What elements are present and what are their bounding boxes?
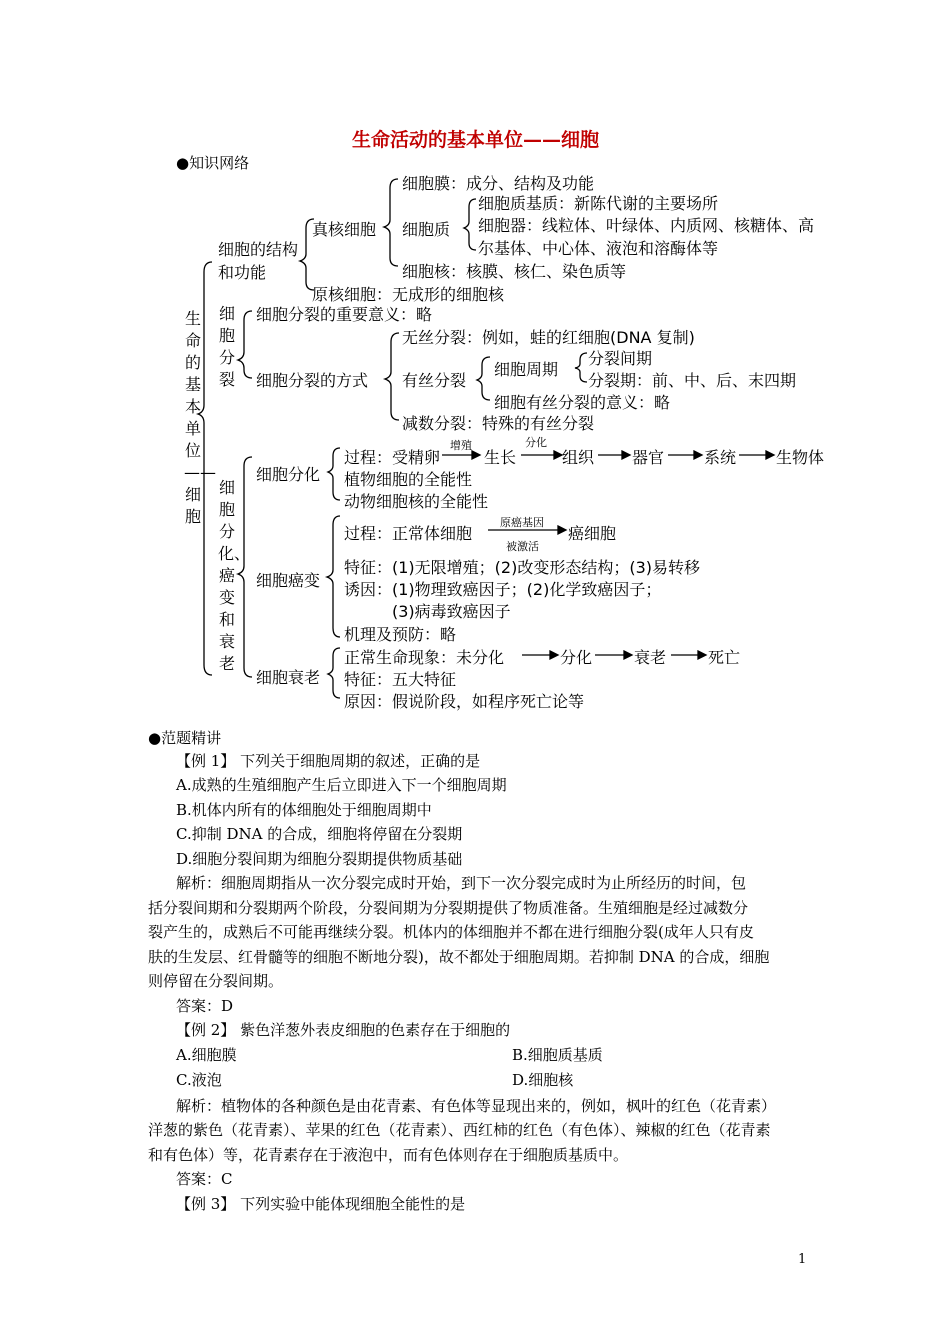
- brace-division: [238, 311, 252, 378]
- node-mitosis-significance: 细胞有丝分裂的意义：略: [494, 393, 671, 412]
- node-amitosis: 无丝分裂：例如，蛙的红细胞(DNA 复制): [402, 328, 695, 347]
- page-number: 1: [798, 1252, 807, 1267]
- node-system: 系统: [704, 448, 737, 467]
- page-title: 生命活动的基本单位——细胞: [352, 129, 600, 151]
- node-cancer-process: 过程：正常体细胞: [344, 524, 473, 543]
- node-aging-features: 特征：五大特征: [344, 670, 457, 689]
- node-cancer-causes-2: (3)病毒致癌因子: [392, 602, 511, 621]
- node-plant-totipotency: 植物细胞的全能性: [344, 470, 473, 489]
- node-cytoplasm: 细胞质: [402, 220, 451, 239]
- brace-diff-cancer-aging: [238, 457, 252, 677]
- label-proto-oncogene: 原癌基因: [500, 516, 544, 529]
- example-1-analysis-line: 括分裂间期和分裂期两个阶段，分裂间期为分裂期提供了物质准备。生殖细胞是经过减数分: [148, 899, 749, 917]
- example-1-option-c: C.抑制 DNA 的合成，细胞将停留在分裂期: [176, 825, 463, 843]
- example-2-analysis-line: 洋葱的紫色（花青素）、苹果的红色（花青素）、西红柿的红色（有色体）、辣椒的红色（花青素: [148, 1121, 771, 1139]
- node-aging-diff: 分化: [560, 648, 593, 667]
- node-meiosis: 减数分裂：特殊的有丝分裂: [402, 414, 595, 433]
- node-organism: 生物体: [776, 448, 825, 467]
- node-interphase: 分裂间期: [588, 349, 653, 368]
- node-cancer-prevention: 机理及预防：略: [344, 625, 457, 644]
- brace-cytoplasm: [464, 199, 476, 250]
- node-diff-cancer-aging: 细胞分化、癌变和衰老: [218, 478, 251, 673]
- node-organ: 器官: [632, 448, 665, 467]
- node-membrane: 细胞膜：成分、结构及功能: [402, 174, 595, 193]
- node-m-phase: 分裂期：前、中、后、末四期: [588, 371, 797, 390]
- example-2-option-a: A.细胞膜: [176, 1046, 237, 1064]
- node-cancer-features: 特征：(1)无限增殖；(2)改变形态结构；(3)易转移: [344, 558, 700, 577]
- node-aging: 细胞衰老: [256, 668, 321, 687]
- node-aging-normal: 正常生命现象：未分化: [344, 648, 505, 667]
- node-structure-function: 细胞的结构和功能: [218, 240, 299, 282]
- brace-division-modes: [385, 333, 399, 420]
- brace-differentiation: [328, 448, 340, 500]
- example-3-question: 【例 3】 下列实验中能体现细胞全能性的是: [176, 1195, 466, 1213]
- node-cell-cycle: 细胞周期: [494, 360, 559, 379]
- node-cancer: 细胞癌变: [256, 571, 321, 590]
- brace-eukaryote: [384, 179, 398, 266]
- example-2-option-d: D.细胞核: [512, 1071, 574, 1089]
- node-division-modes: 细胞分裂的方式: [256, 371, 369, 390]
- node-cell-division: 细胞分裂: [218, 304, 235, 389]
- brace-cell-cycle: [575, 353, 587, 382]
- example-2-answer: 答案：C: [176, 1170, 233, 1188]
- example-1-analysis-line: 解析：细胞周期指从一次分裂完成时开始，到下一次分裂完成时为止所经历的时间，包: [176, 874, 747, 892]
- example-1-option-b: B.机体内所有的体细胞处于细胞周期中: [176, 801, 432, 819]
- node-tissue: 组织: [562, 448, 595, 467]
- node-aging-death: 死亡: [708, 648, 741, 667]
- node-prokaryote: 原核细胞：无成形的细胞核: [312, 285, 505, 304]
- example-1-answer: 答案：D: [176, 997, 234, 1015]
- node-growth: 生长: [484, 448, 517, 467]
- section-heading-examples: ●范题精讲: [148, 729, 222, 747]
- node-animal-totipotency: 动物细胞核的全能性: [344, 492, 489, 511]
- node-cancer-cell: 癌细胞: [568, 524, 617, 543]
- example-1-analysis-line: 则停留在分裂间期。: [148, 972, 284, 990]
- example-2-option-b: B.细胞质基质: [512, 1046, 603, 1064]
- example-1-option-a: A.成熟的生殖细胞产生后立即进入下一个细胞周期: [176, 776, 507, 794]
- example-1-analysis-line: 裂产生的，成熟后不可能再继续分裂。机体内的体细胞并不都在进行细胞分裂(成年人只有皮: [148, 923, 754, 941]
- node-organelles-2: 尔基体、中心体、液泡和溶酶体等: [478, 239, 719, 258]
- node-organelles-1: 细胞器：线粒体、叶绿体、内质网、核糖体、高: [478, 216, 815, 235]
- node-division-significance: 细胞分裂的重要意义：略: [256, 305, 433, 324]
- example-2-option-c: C.液泡: [176, 1071, 222, 1089]
- node-diff-process: 过程：受精卵: [344, 448, 441, 467]
- node-differentiation: 细胞分化: [256, 465, 321, 484]
- example-2-analysis-line: 解析：植物体的各种颜色是由花青素、有色体等显现出来的，例如，枫叶的红色（花青素）: [176, 1097, 777, 1115]
- example-2-question: 【例 2】 紫色洋葱外表皮细胞的色素存在于细胞的: [176, 1021, 511, 1039]
- label-activated: 被激活: [506, 540, 539, 553]
- example-2-analysis-line: 和有色体）等，花青素存在于液泡中，而有色体则存在于细胞质基质中。: [148, 1146, 629, 1164]
- brace-mitosis: [477, 357, 490, 400]
- node-nucleus: 细胞核：核膜、核仁、染色质等: [402, 262, 627, 281]
- node-aging-senescence: 衰老: [634, 648, 667, 667]
- label-proliferation: 增殖: [450, 439, 472, 452]
- node-cytosol: 细胞质基质：新陈代谢的主要场所: [478, 194, 719, 213]
- node-aging-cause: 原因：假说阶段，如程序死亡论等: [344, 692, 585, 711]
- example-1-analysis-line: 肤的生发层、红骨髓等的细胞不断地分裂)，故不都处于细胞周期。若抑制 DNA 的合成，细胞: [148, 948, 770, 966]
- node-cancer-causes-1: 诱因：(1)物理致癌因子；(2)化学致癌因子；: [344, 580, 662, 599]
- label-differentiation: 分化: [525, 436, 547, 449]
- node-root: 生命的基本单位——细胞: [184, 309, 216, 526]
- example-1-question: 【例 1】 下列关于细胞周期的叙述，正确的是: [176, 752, 481, 770]
- brace-cancer: [327, 516, 340, 637]
- section-heading-knowledge-network: ●知识网络: [176, 154, 250, 172]
- node-mitosis: 有丝分裂: [402, 371, 467, 390]
- brace-aging: [328, 648, 340, 698]
- node-eukaryote: 真核细胞: [312, 220, 377, 239]
- example-1-option-d: D.细胞分裂间期为细胞分裂期提供物质基础: [176, 850, 463, 868]
